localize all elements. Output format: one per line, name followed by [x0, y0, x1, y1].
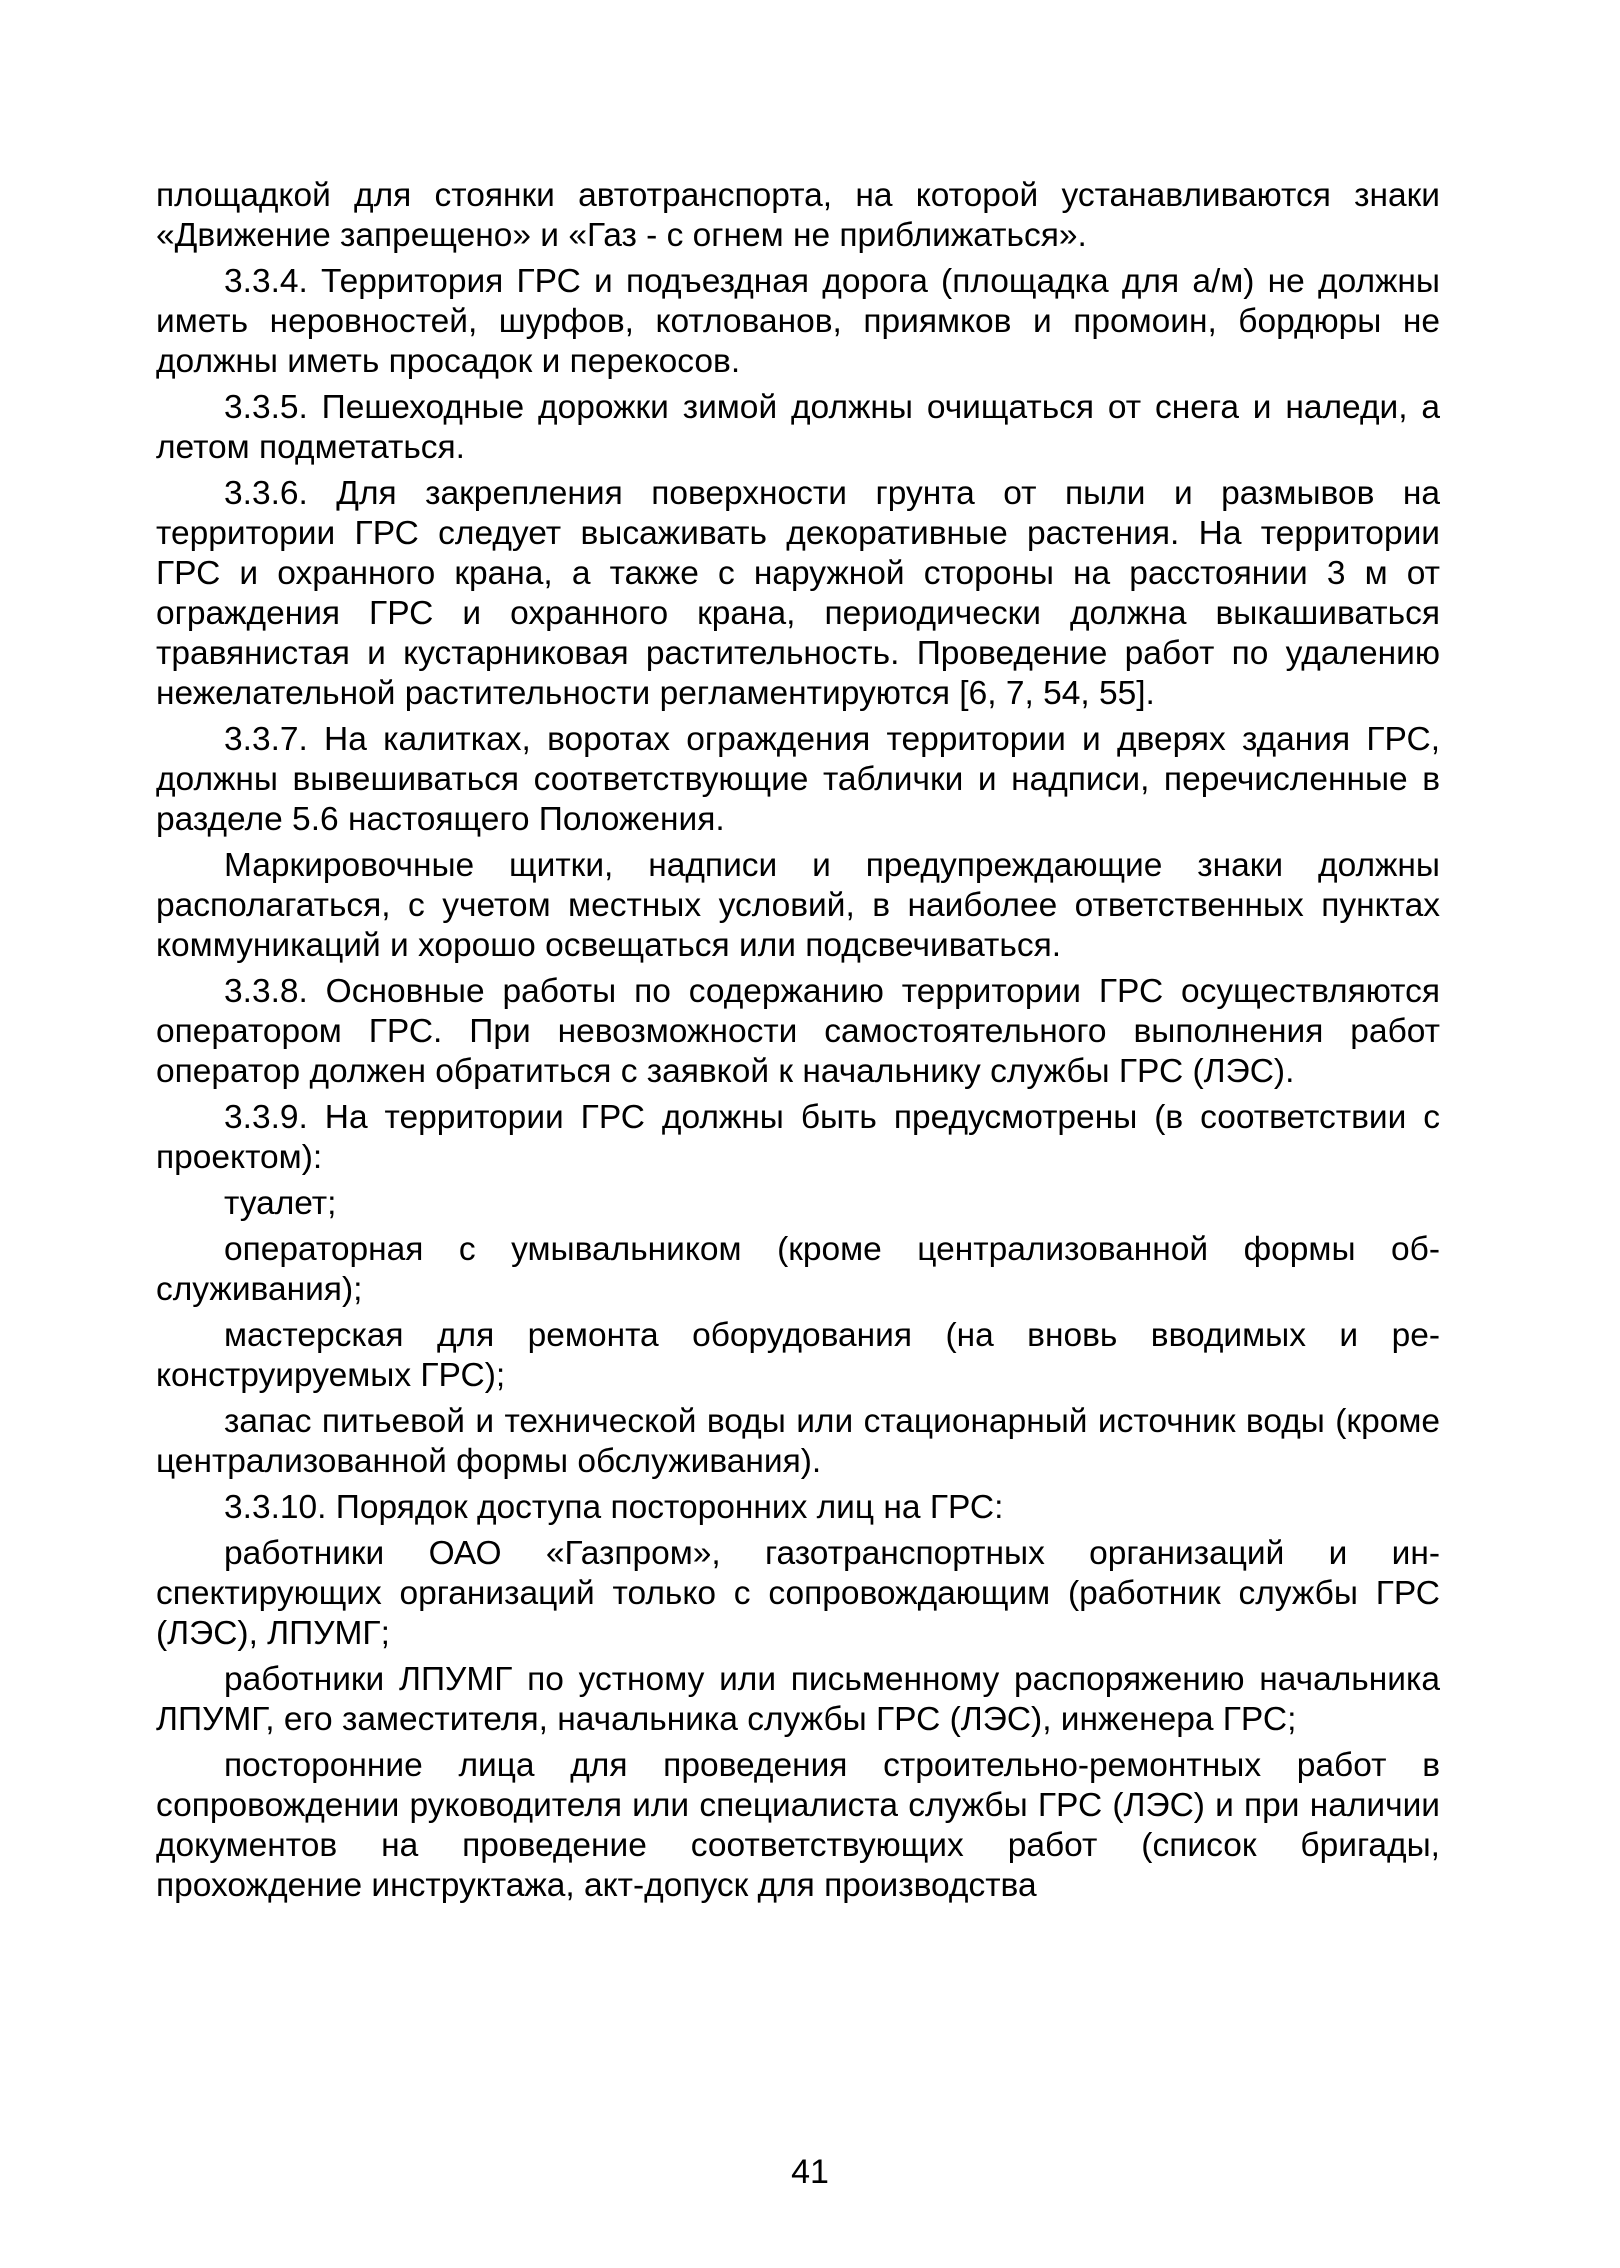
paragraph-3-3-8: 3.3.8. Основные работы по содержанию территории ГРС осуществляются оператором ГРС. При невозможности самостоятельного выполнения работ оператор должен обратиться с заявкой к начальнику службы ГРС (ЛЭС).: [156, 973, 1440, 1090]
list-item-gazprom-staff: работники ОАО «Газпром», газотранспортных организаций и инспектирующих организаций только с сопровождающим (работник службы ГРС (ЛЭС), ЛПУМГ;: [156, 1535, 1440, 1652]
page-number: 41: [791, 2153, 829, 2191]
paragraph-3-3-7: 3.3.7. На калитках, воротах ограждения территории и дверях здания ГРС, должны вывешиваться соответствующие таблички и надписи, перечисленные в разделе 5.6 настоящего Положения.: [156, 721, 1440, 838]
list-item-lpumg-staff: работники ЛПУМГ по устному или письменному распоряжению начальника ЛПУМГ, его заместителя, начальника службы ГРС (ЛЭС), инженера ГРС;: [156, 1661, 1440, 1738]
list-item-workshop: мастерская для ремонта оборудования (на вновь вводимых и реконструируемых ГРС);: [156, 1317, 1440, 1394]
paragraph-3-3-4: 3.3.4. Территория ГРС и подъездная дорога (площадка для а/м) не должны иметь неровностей, шурфов, котлованов, приямков и промоин, бордюры не должны иметь просадок и перекосов.: [156, 263, 1440, 380]
paragraph-3-3-5: 3.3.5. Пешеходные дорожки зимой должны очищаться от снега и наледи, а летом подметаться.: [156, 389, 1440, 466]
paragraph-3-3-10: 3.3.10. Порядок доступа посторонних лиц на ГРС:: [224, 1489, 1004, 1526]
paragraph-3-3-6: 3.3.6. Для закрепления поверхности грунта от пыли и размывов на территории ГРС следует высаживать декоративные растения. На территории ГРС и охранного крана, а также с наружной стороны на расстоянии 3 м от ограждения ГРС и охранного крана, периодически должна выкашиваться травянистая и кустарниковая растительность. Проведение работ по удалению нежелательной растительности регламентируются [6, 7, 54, 55].: [156, 475, 1440, 712]
list-item-water-supply: запас питьевой и технической воды или стационарный источник воды (кроме централизованной формы обслуживания).: [156, 1403, 1440, 1480]
paragraph-3-3-9: 3.3.9. На территории ГРС должны быть предусмотрены (в соответствии с проектом):: [156, 1099, 1440, 1176]
list-item-toilet: туалет;: [224, 1185, 337, 1222]
list-item-operator-room: операторная с умывальником (кроме централизованной формы обслуживания);: [156, 1231, 1440, 1308]
body-text: [156, 176, 1440, 1906]
paragraph-continuation: площадкой для стоянки автотранспорта, на которой устанавливаются знаки «Движение запрещено» и «Газ - с огнем не приближаться».: [156, 177, 1440, 254]
paragraph-marking: Маркировочные щитки, надписи и предупреждающие знаки должны располагаться, с учетом местных условий, в наиболее ответственных пунктах коммуникаций и хорошо освещаться или подсвечиваться.: [156, 847, 1440, 964]
list-item-outside-persons: посторонние лица для проведения строительно-ремонтных работ в сопровождении руководителя или специалиста службы ГРС (ЛЭС) и при наличии документов на проведение соответствующих работ (список бригады, прохождение инструктажа, акт-допуск для производства: [156, 1747, 1440, 1904]
